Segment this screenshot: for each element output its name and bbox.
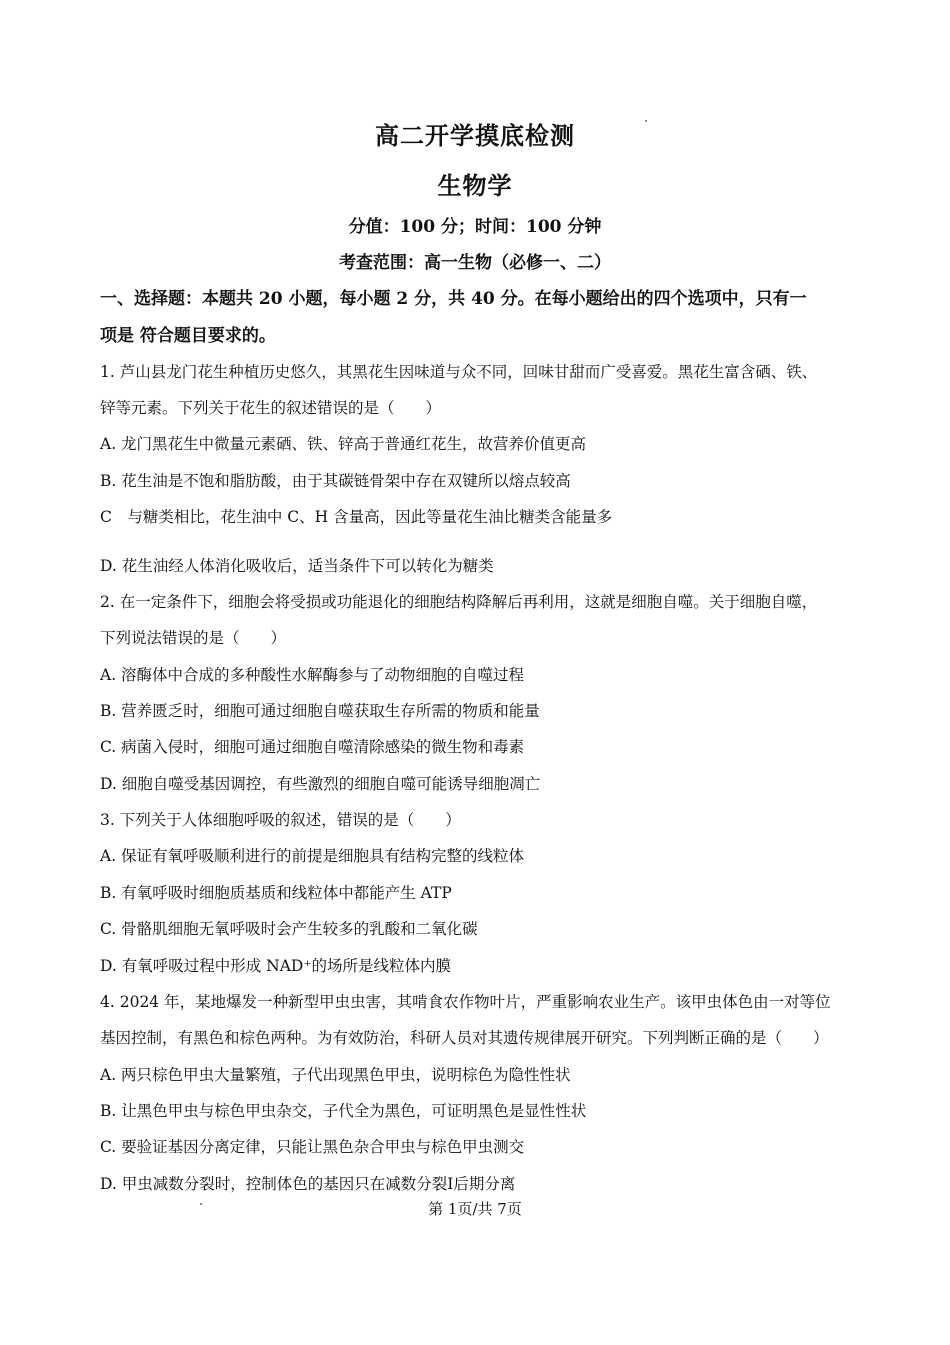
score-time: 分值：100 分；时间：100 分钟 [348,217,602,237]
question-1-option-b: B. 花生油是不饱和脂肪酸，由于其碳链骨架中存在双键所以熔点较高 [100,472,571,490]
question-4-stem-line1: 4. 2024 年，某地爆发一种新型甲虫虫害，其啃食农作物叶片，严重影响农业生产。该甲虫体色由一对等位 [100,993,831,1011]
question-1-option-c: C 与糖类相比，花生油中 C、H 含量高，因此等量花生油比糖类含能量多 [100,508,613,526]
question-1-stem-line2: 锌等元素。下列关于花生的叙述错误的是（ ） [100,399,442,417]
exam-scope: 考查范围：高一生物（必修一、二） [339,253,611,273]
exam-title: 高二开学摸底检测 [375,121,575,150]
question-1-option-a: A. 龙门黑花生中微量元素硒、铁、锌高于普通红花生，故营养价值更高 [100,435,587,453]
question-2-option-b: B. 营养匮乏时，细胞可通过细胞自噬获取生存所需的物质和能量 [100,702,540,720]
subject-title: 生物学 [437,171,513,200]
question-3-option-a: A. 保证有氧呼吸顺利进行的前提是细胞具有结构完整的线粒体 [100,847,525,865]
question-4-option-b: B. 让黑色甲虫与棕色甲虫杂交，子代全为黑色，可证明黑色是显性性状 [100,1102,587,1120]
scan-speck [645,120,647,122]
question-4-option-a: A. 两只棕色甲虫大量繁殖，子代出现黑色甲虫，说明棕色为隐性性状 [100,1066,571,1084]
section-heading-line2: 项是 符合题目要求的。 [100,326,276,346]
section-heading-line1: 一、选择题：本题共 20 小题，每小题 2 分，共 40 分。在每小题给出的四个选项中，只有一 [100,289,807,309]
question-1-option-d: D. 花生油经人体消化吸收后，适当条件下可以转化为糖类 [100,557,494,575]
question-3-stem-line1: 3. 下列关于人体细胞呼吸的叙述，错误的是（ ） [100,811,461,829]
question-2-option-c: C. 病菌入侵时，细胞可通过细胞自噬清除感染的微生物和毒素 [100,738,525,756]
question-2-option-d: D. 细胞自噬受基因调控，有些激烈的细胞自噬可能诱导细胞凋亡 [100,775,541,793]
question-3-option-b: B. 有氧呼吸时细胞质基质和线粒体中都能产生 ATP [100,884,452,902]
question-2-option-a: A. 溶酶体中合成的多种酸性水解酶参与了动物细胞的自噬过程 [100,666,525,684]
section-heading [100,281,870,355]
scan-speck [200,1203,202,1205]
question-4-stem-line2: 基因控制，有黑色和棕色两种。为有效防治，科研人员对其遗传规律展开研究。下列判断正确的是（ ） [100,1029,829,1047]
question-1-stem-line1: 1. 芦山县龙门花生种植历史悠久，其黑花生因味道与众不同，回味甘甜而广受喜爱。黑花生富含硒、铁、 [100,363,818,381]
question-2-stem-line1: 2. 在一定条件下，细胞会将受损或功能退化的细胞结构降解后再利用，这就是细胞自噬。关于细胞自噬， [100,593,818,611]
question-2-stem-line2: 下列说法错误的是（ ） [100,629,287,647]
page-footer: 第 1页/共 7页 [428,1200,522,1218]
question-4-option-c: C. 要验证基因分离定律，只能让黑色杂合甲虫与棕色甲虫测交 [100,1138,525,1156]
question-3-option-c: C. 骨骼肌细胞无氧呼吸时会产生较多的乳酸和二氧化碳 [100,920,478,938]
question-4-option-d: D. 甲虫减数分裂时，控制体色的基因只在减数分裂Ⅰ后期分离 [100,1175,516,1193]
question-3-option-d: D. 有氧呼吸过程中形成 NAD⁺的场所是线粒体内膜 [100,957,452,975]
